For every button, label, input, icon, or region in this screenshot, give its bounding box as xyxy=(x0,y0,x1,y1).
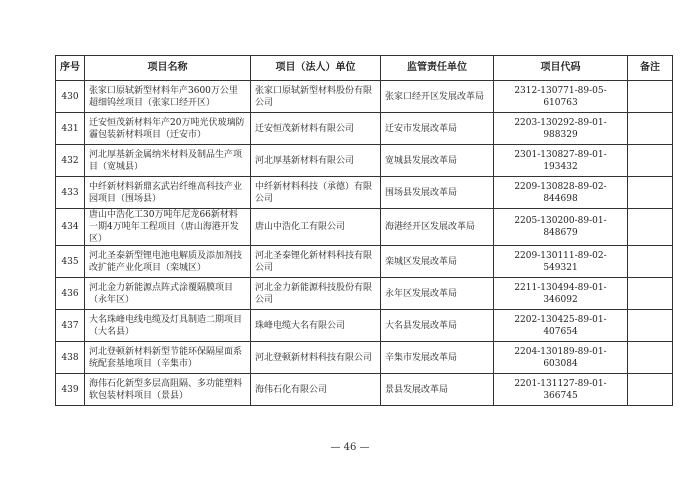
table-row xyxy=(56,81,673,113)
cell-project-code: 2201-131127-89-01-366745 xyxy=(494,374,628,406)
cell-project-name: 大名珠峰电线电缆及灯具制造二期项目（大名县） xyxy=(85,310,251,342)
document-page xyxy=(55,55,672,406)
cell-supervisor: 宽城县发展改革局 xyxy=(381,145,494,177)
cell-project-code: 2205-130200-89-01-848679 xyxy=(494,209,628,246)
table-header-row xyxy=(56,56,673,81)
cell-project-code: 2202-130425-89-01-407654 xyxy=(494,310,628,342)
cell-legal-entity: 河北厚基新材料有限公司 xyxy=(251,145,381,177)
cell-legal-entity: 河北圣泰锂化新材料科技有限公司 xyxy=(251,246,381,278)
table-row xyxy=(56,374,673,406)
cell-supervisor: 辛集市发展改革局 xyxy=(381,342,494,374)
cell-seq: 434 xyxy=(56,209,85,246)
header-seq: 序号 xyxy=(56,56,85,81)
cell-project-code: 2203-130292-89-01-988329 xyxy=(494,113,628,145)
cell-project-code: 2211-130494-89-01-346092 xyxy=(494,278,628,310)
cell-seq: 436 xyxy=(56,278,85,310)
cell-supervisor: 栾城区发展改革局 xyxy=(381,246,494,278)
cell-remarks xyxy=(628,145,673,177)
cell-supervisor: 围场县发展改革局 xyxy=(381,177,494,209)
cell-remarks xyxy=(628,81,673,113)
cell-legal-entity: 张家口原轼新型材料股份有限公司 xyxy=(251,81,381,113)
cell-seq: 438 xyxy=(56,342,85,374)
cell-legal-entity: 中纤新材料科技（承德）有限公司 xyxy=(251,177,381,209)
header-project-code: 项目代码 xyxy=(494,56,628,81)
header-supervisor: 监管责任单位 xyxy=(381,56,494,81)
table-row xyxy=(56,145,673,177)
cell-seq: 432 xyxy=(56,145,85,177)
cell-supervisor: 海港经开区发展改革局 xyxy=(381,209,494,246)
cell-project-name: 迁安恒茂新材料年产20万吨光伏玻璃防霾包装新材料项目（迁安市） xyxy=(85,113,251,145)
header-project-name: 项目名称 xyxy=(85,56,251,81)
cell-remarks xyxy=(628,113,673,145)
cell-remarks xyxy=(628,342,673,374)
cell-legal-entity: 海伟石化有限公司 xyxy=(251,374,381,406)
cell-project-code: 2301-130827-89-01-193432 xyxy=(494,145,628,177)
cell-project-name: 唐山中浩化工30万吨年尼龙66新材料一期4万吨年工程项目（唐山海港开发区） xyxy=(85,209,251,246)
cell-remarks xyxy=(628,177,673,209)
cell-project-code: 2204-130189-89-01-603084 xyxy=(494,342,628,374)
cell-seq: 437 xyxy=(56,310,85,342)
cell-supervisor: 迁安市发展改革局 xyxy=(381,113,494,145)
cell-remarks xyxy=(628,246,673,278)
cell-remarks xyxy=(628,374,673,406)
cell-remarks xyxy=(628,278,673,310)
cell-legal-entity: 迁安恒茂新材料有限公司 xyxy=(251,113,381,145)
table-row xyxy=(56,113,673,145)
cell-project-name: 河北登顿新材料新型节能环保隔屋面系统配套基地项目（辛集市） xyxy=(85,342,251,374)
cell-project-name: 张家口原轼新型材料年产3600万公里超细钨丝项目（张家口经开区） xyxy=(85,81,251,113)
page-number: — 46 — xyxy=(330,442,370,453)
cell-supervisor: 张家口经开区发展改革局 xyxy=(381,81,494,113)
cell-legal-entity: 珠峰电缆大名有限公司 xyxy=(251,310,381,342)
cell-project-name: 海伟石化新型多层高阻隔、多功能塑料软包装材料项目（景县） xyxy=(85,374,251,406)
cell-project-name: 中纤新材料新鼎玄武岩纤维高科技产业园项目（围场县） xyxy=(85,177,251,209)
cell-seq: 439 xyxy=(56,374,85,406)
cell-project-name: 河北圣泰新型锂电池电解质及添加剂技改扩能产业化项目（栾城区） xyxy=(85,246,251,278)
cell-seq: 433 xyxy=(56,177,85,209)
cell-project-name: 河北厚基新金属纳米材料及制品生产项目（宽城县） xyxy=(85,145,251,177)
table-row xyxy=(56,310,673,342)
header-legal-entity: 项目（法人）单位 xyxy=(251,56,381,81)
cell-project-code: 2312-130771-89-05-610763 xyxy=(494,81,628,113)
cell-remarks xyxy=(628,209,673,246)
cell-seq: 431 xyxy=(56,113,85,145)
table-row xyxy=(56,342,673,374)
table-row xyxy=(56,209,673,246)
cell-legal-entity: 唐山中浩化工有限公司 xyxy=(251,209,381,246)
project-table xyxy=(55,55,673,406)
table-row xyxy=(56,177,673,209)
header-remarks: 备注 xyxy=(628,56,673,81)
cell-project-name: 河北金力新能源点阵式涂覆隔膜项目（永年区） xyxy=(85,278,251,310)
cell-seq: 435 xyxy=(56,246,85,278)
cell-legal-entity: 河北金力新能源科技股份有限公司 xyxy=(251,278,381,310)
cell-legal-entity: 河北登顿新材料科技有限公司 xyxy=(251,342,381,374)
cell-supervisor: 大名县发展改革局 xyxy=(381,310,494,342)
cell-supervisor: 景县发展改革局 xyxy=(381,374,494,406)
cell-project-code: 2209-130111-89-02-549321 xyxy=(494,246,628,278)
table-row xyxy=(56,246,673,278)
cell-remarks xyxy=(628,310,673,342)
cell-seq: 430 xyxy=(56,81,85,113)
table-row xyxy=(56,278,673,310)
cell-supervisor: 永年区发展改革局 xyxy=(381,278,494,310)
cell-project-code: 2209-130828-89-02-844698 xyxy=(494,177,628,209)
